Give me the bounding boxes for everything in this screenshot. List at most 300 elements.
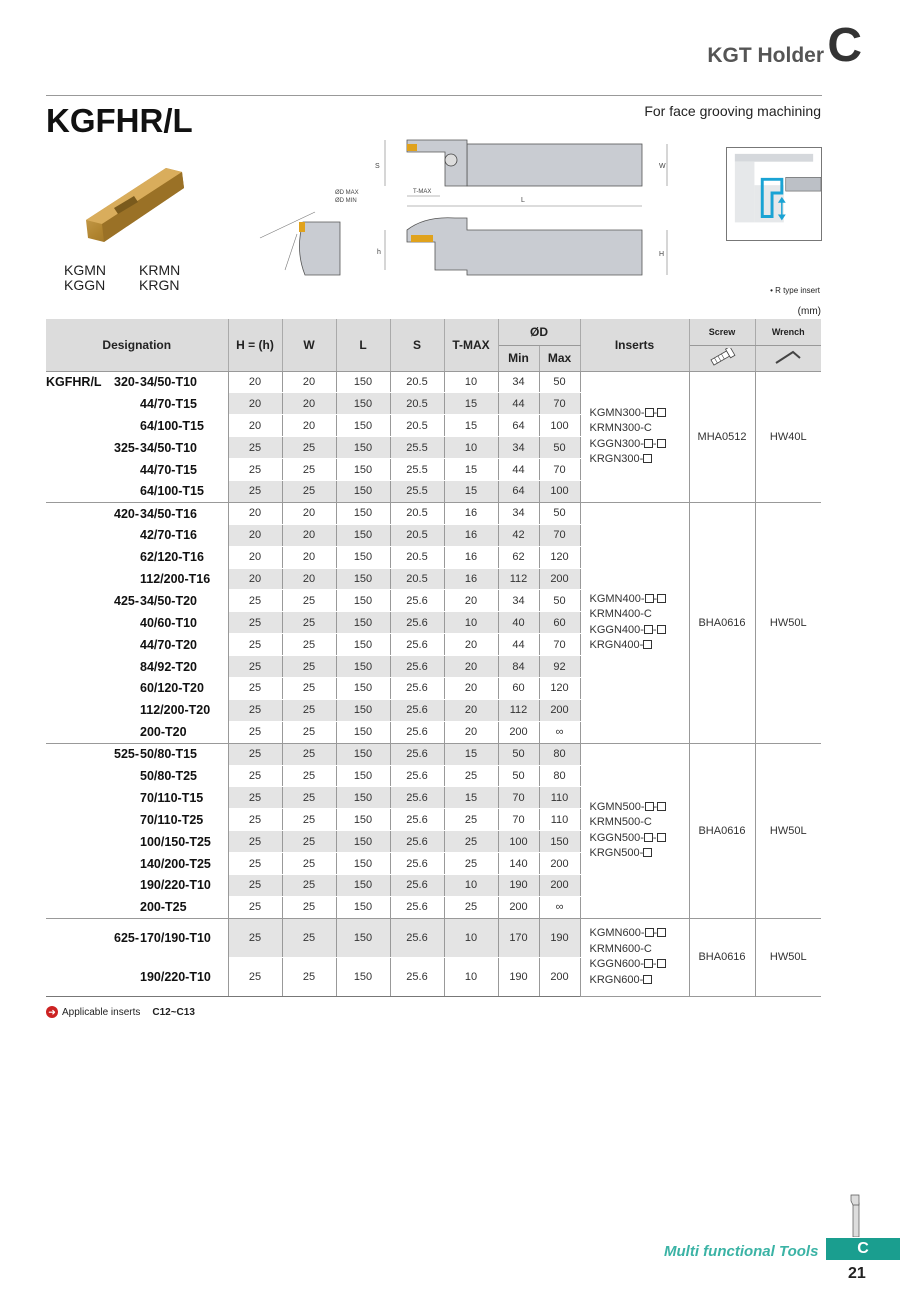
- cell-w: 25: [282, 721, 336, 743]
- cell-min: 70: [498, 809, 539, 831]
- placeholder-box-icon: [657, 833, 666, 842]
- cell-s: 25.5: [390, 480, 444, 502]
- cell-l: 150: [336, 480, 390, 502]
- cell-w: 25: [282, 590, 336, 612]
- cell-l: 150: [336, 371, 390, 393]
- cell-l: 150: [336, 415, 390, 437]
- col-od-min: Min: [498, 345, 539, 371]
- cell-w: 20: [282, 371, 336, 393]
- designation-code: 70/110-T15: [140, 790, 204, 805]
- col-h: H = (h): [228, 319, 282, 371]
- designation-cell: [46, 743, 228, 765]
- cell-h: 25: [228, 699, 282, 721]
- cell-l: 150: [336, 831, 390, 853]
- cell-max: 50: [539, 437, 580, 459]
- cell-max: 200: [539, 699, 580, 721]
- cell-l: 150: [336, 721, 390, 743]
- cell-t: 20: [444, 721, 498, 743]
- cell-s: 25.5: [390, 459, 444, 481]
- header-title: KGT Holder: [707, 44, 824, 67]
- designation-cell: [46, 459, 228, 481]
- cell-s: 25.6: [390, 634, 444, 656]
- cell-min: 44: [498, 634, 539, 656]
- label-s: S: [375, 163, 380, 170]
- cell-t: 25: [444, 853, 498, 875]
- cell-w: 25: [282, 809, 336, 831]
- cell-t: 10: [444, 918, 498, 957]
- insert-name: KRGN: [139, 277, 180, 293]
- placeholder-box-icon: [643, 454, 652, 463]
- insert-code-text: KGMN500-: [589, 800, 645, 813]
- label-l: L: [521, 197, 525, 204]
- cell-t: 16: [444, 524, 498, 546]
- cell-s: 25.6: [390, 896, 444, 918]
- cell-min: 190: [498, 957, 539, 996]
- inserts-cell: [580, 743, 689, 918]
- cell-s: 20.5: [390, 524, 444, 546]
- cell-max: 100: [539, 415, 580, 437]
- insert-code: KGGN300- -: [590, 437, 689, 453]
- cell-w: 20: [282, 502, 336, 524]
- holder-dimension-diagram: [255, 130, 675, 290]
- cell-h: 25: [228, 831, 282, 853]
- designation-cell: [46, 853, 228, 875]
- cell-min: 70: [498, 787, 539, 809]
- insert-code: KGGN600- -: [590, 957, 689, 973]
- insert-code-text: KRGN600-: [589, 973, 644, 986]
- designation-code: 44/70-T15: [140, 396, 197, 411]
- cell-l: 150: [336, 546, 390, 568]
- cell-max: 200: [539, 853, 580, 875]
- cell-max: 80: [539, 743, 580, 765]
- cell-l: 150: [336, 677, 390, 699]
- cell-t: 10: [444, 371, 498, 393]
- designation-code: 64/100-T15: [140, 484, 204, 499]
- tool-holder-icon: [846, 1193, 866, 1237]
- insert-code: [590, 846, 689, 862]
- wrench-icon: [755, 345, 821, 371]
- cell-h: 25: [228, 874, 282, 896]
- cell-l: 150: [336, 853, 390, 875]
- insert-code-text: KGGN400-: [589, 623, 644, 636]
- designation-cell: [46, 568, 228, 590]
- designation-code: 44/70-T15: [140, 462, 197, 477]
- cell-w: 25: [282, 831, 336, 853]
- label-w: W: [659, 163, 666, 170]
- cell-s: 20.5: [390, 415, 444, 437]
- designation-cell: [46, 721, 228, 743]
- designation-code: 190/220-T10: [140, 969, 211, 984]
- cell-min: 190: [498, 874, 539, 896]
- designation-code: 42/70-T16: [140, 528, 197, 543]
- insert-code: KGMN500- -: [590, 800, 689, 816]
- designation-group: 525-: [114, 747, 140, 762]
- cell-max: 200: [539, 874, 580, 896]
- cell-l: 150: [336, 568, 390, 590]
- footer-category: Multi functional Tools: [664, 1243, 819, 1260]
- cell-min: 34: [498, 437, 539, 459]
- designation-cell: [46, 480, 228, 502]
- cell-s: 25.6: [390, 809, 444, 831]
- cell-l: 150: [336, 393, 390, 415]
- cell-t: 15: [444, 393, 498, 415]
- wrench-cell: HW40L: [755, 371, 821, 502]
- cell-l: 150: [336, 896, 390, 918]
- insert-code-text: KRMN300-C: [589, 422, 652, 435]
- screw-cell: MHA0512: [689, 371, 755, 502]
- cell-h: 25: [228, 480, 282, 502]
- cell-l: 150: [336, 634, 390, 656]
- cell-min: 200: [498, 721, 539, 743]
- cell-l: 150: [336, 590, 390, 612]
- designation-cell: [46, 524, 228, 546]
- unit-label: (mm): [797, 306, 821, 317]
- screw-cell: BHA0616: [689, 918, 755, 996]
- insert-code: KGMN400- -: [590, 592, 689, 608]
- cell-min: 34: [498, 502, 539, 524]
- designation-cell: [46, 831, 228, 853]
- cell-s: 25.6: [390, 743, 444, 765]
- col-designation: Designation: [46, 319, 228, 371]
- cell-s: 25.6: [390, 874, 444, 896]
- placeholder-box-icon: [657, 928, 666, 937]
- col-s: S: [390, 319, 444, 371]
- cell-min: 44: [498, 459, 539, 481]
- cell-min: 50: [498, 743, 539, 765]
- cell-h: 25: [228, 459, 282, 481]
- cell-w: 20: [282, 415, 336, 437]
- designation-code: 70/110-T25: [140, 812, 204, 827]
- placeholder-box-icon: [645, 594, 654, 603]
- cell-w: 25: [282, 459, 336, 481]
- face-grooving-detail-diagram: [726, 147, 822, 241]
- cell-s: 20.5: [390, 546, 444, 568]
- cell-h: 25: [228, 437, 282, 459]
- label-h-small: h: [377, 249, 381, 256]
- r-type-note: • R type insert: [770, 286, 820, 295]
- cell-w: 25: [282, 957, 336, 996]
- cell-max: 70: [539, 524, 580, 546]
- cell-max: 150: [539, 831, 580, 853]
- designation-cell: [46, 918, 228, 957]
- designation-cell: [46, 634, 228, 656]
- cell-min: 34: [498, 371, 539, 393]
- cell-s: 25.6: [390, 677, 444, 699]
- product-subtitle: For face grooving machining: [644, 103, 821, 119]
- cell-max: ∞: [539, 896, 580, 918]
- cell-t: 20: [444, 656, 498, 678]
- cell-h: 25: [228, 957, 282, 996]
- cell-max: 80: [539, 765, 580, 787]
- cell-max: 60: [539, 612, 580, 634]
- table-row: [46, 743, 821, 765]
- cell-h: 20: [228, 546, 282, 568]
- cell-max: 110: [539, 787, 580, 809]
- designation-code: 40/60-T10: [140, 615, 197, 630]
- designation-group: 420-: [114, 506, 140, 521]
- cell-s: 25.5: [390, 437, 444, 459]
- placeholder-box-icon: [643, 975, 652, 984]
- insert-code-text: KGMN600-: [589, 927, 645, 940]
- cell-min: 40: [498, 612, 539, 634]
- designation-code: 100/150-T25: [140, 834, 211, 849]
- footer-section-tab[interactable]: C: [826, 1238, 900, 1260]
- placeholder-box-icon: [657, 959, 666, 968]
- table-row: [46, 918, 821, 957]
- cell-w: 25: [282, 874, 336, 896]
- cell-h: 25: [228, 853, 282, 875]
- cell-h: 25: [228, 743, 282, 765]
- cell-w: 20: [282, 524, 336, 546]
- insert-name: KRMN: [139, 262, 181, 278]
- arrow-right-icon: ➜: [46, 1006, 58, 1018]
- designation-cell: [46, 699, 228, 721]
- designation-code: 44/70-T20: [140, 637, 197, 652]
- footnote-text: Applicable inserts: [62, 1006, 141, 1018]
- insert-code: KGGN400- -: [590, 623, 689, 639]
- cell-l: 150: [336, 743, 390, 765]
- cell-t: 25: [444, 896, 498, 918]
- designation-cell: [46, 874, 228, 896]
- label-tmax: T-MAX: [413, 189, 432, 195]
- cell-h: 20: [228, 393, 282, 415]
- cell-s: 25.6: [390, 590, 444, 612]
- designation-code: 112/200-T16: [140, 571, 211, 586]
- col-screw: Screw: [689, 319, 755, 345]
- designation-cell: [46, 502, 228, 524]
- applicable-inserts-note: [46, 1006, 195, 1018]
- cell-min: 112: [498, 568, 539, 590]
- screw-icon: [689, 345, 755, 371]
- placeholder-box-icon: [645, 408, 654, 417]
- col-wrench: Wrench: [755, 319, 821, 345]
- cell-max: 50: [539, 590, 580, 612]
- cell-s: 25.6: [390, 699, 444, 721]
- cell-max: 190: [539, 918, 580, 957]
- cell-w: 25: [282, 853, 336, 875]
- designation-code: 60/120-T20: [140, 681, 204, 696]
- cell-t: 10: [444, 437, 498, 459]
- wrench-cell: HW50L: [755, 502, 821, 743]
- cell-s: 25.6: [390, 765, 444, 787]
- placeholder-box-icon: [657, 594, 666, 603]
- cell-s: 25.6: [390, 721, 444, 743]
- cell-l: 150: [336, 809, 390, 831]
- cell-min: 200: [498, 896, 539, 918]
- cell-t: 15: [444, 787, 498, 809]
- placeholder-box-icon: [657, 625, 666, 634]
- cell-t: 20: [444, 699, 498, 721]
- cell-min: 84: [498, 656, 539, 678]
- insert-type-names: [64, 263, 180, 293]
- designation-cell: [46, 371, 228, 393]
- designation-cell: [46, 546, 228, 568]
- insert-code: [590, 607, 689, 623]
- placeholder-box-icon: [645, 802, 654, 811]
- designation-cell: [46, 787, 228, 809]
- cell-max: 70: [539, 459, 580, 481]
- placeholder-box-icon: [644, 439, 653, 448]
- designation-cell: [46, 809, 228, 831]
- cell-l: 150: [336, 502, 390, 524]
- designation-cell: [46, 896, 228, 918]
- cell-t: 20: [444, 634, 498, 656]
- designation-cell: [46, 957, 228, 996]
- designation-code: 50/80-T25: [140, 768, 197, 783]
- cell-h: 25: [228, 765, 282, 787]
- cell-w: 25: [282, 743, 336, 765]
- designation-cell: [46, 590, 228, 612]
- placeholder-box-icon: [643, 848, 652, 857]
- designation-code: 190/220-T10: [140, 878, 211, 893]
- cell-h: 25: [228, 809, 282, 831]
- cell-h: 20: [228, 502, 282, 524]
- designation-cell: [46, 765, 228, 787]
- cell-h: 25: [228, 721, 282, 743]
- cell-l: 150: [336, 874, 390, 896]
- cell-h: 25: [228, 787, 282, 809]
- insert-code-text: KRMN600-C: [589, 942, 652, 955]
- insert-code-text: KGGN500-: [589, 831, 644, 844]
- inserts-cell: [580, 502, 689, 743]
- cell-min: 112: [498, 699, 539, 721]
- insert-photo-icon: [74, 158, 194, 258]
- cell-t: 16: [444, 546, 498, 568]
- inserts-cell: [580, 371, 689, 502]
- cell-l: 150: [336, 437, 390, 459]
- cell-max: 70: [539, 634, 580, 656]
- cell-w: 25: [282, 677, 336, 699]
- placeholder-box-icon: [657, 439, 666, 448]
- placeholder-box-icon: [644, 833, 653, 842]
- cell-t: 25: [444, 831, 498, 853]
- placeholder-box-icon: [644, 625, 653, 634]
- cell-t: 15: [444, 480, 498, 502]
- screw-cell: BHA0616: [689, 502, 755, 743]
- designation-code: 200-T25: [140, 900, 187, 915]
- designation-prefix: KGFHR/L: [46, 375, 102, 390]
- placeholder-box-icon: [643, 640, 652, 649]
- designation-group: 425-: [114, 593, 140, 608]
- designation-code: 50/80-T15: [140, 747, 197, 762]
- cell-w: 20: [282, 546, 336, 568]
- insert-code: [590, 973, 689, 989]
- designation-code: 34/50-T16: [140, 506, 197, 521]
- cell-max: 100: [539, 480, 580, 502]
- cell-s: 25.6: [390, 853, 444, 875]
- table-row: [46, 371, 821, 393]
- cell-min: 34: [498, 590, 539, 612]
- cell-l: 150: [336, 699, 390, 721]
- page-number: 21: [848, 1265, 866, 1282]
- cell-max: 120: [539, 546, 580, 568]
- designation-cell: [46, 415, 228, 437]
- cell-t: 15: [444, 743, 498, 765]
- cell-l: 150: [336, 765, 390, 787]
- table-row: [46, 502, 821, 524]
- insert-code-text: KRMN500-C: [589, 816, 652, 829]
- cell-w: 25: [282, 634, 336, 656]
- spec-table: [46, 319, 821, 997]
- cell-min: 50: [498, 765, 539, 787]
- col-w: W: [282, 319, 336, 371]
- cell-h: 20: [228, 568, 282, 590]
- insert-name: KGGN: [64, 277, 106, 293]
- cell-min: 64: [498, 480, 539, 502]
- placeholder-box-icon: [657, 802, 666, 811]
- cell-t: 15: [444, 415, 498, 437]
- cell-l: 150: [336, 524, 390, 546]
- cell-l: 150: [336, 612, 390, 634]
- insert-code: [590, 638, 689, 654]
- label-dmin: ØD MIN: [335, 198, 357, 204]
- designation-cell: [46, 393, 228, 415]
- insert-code: [590, 942, 689, 958]
- placeholder-box-icon: [644, 959, 653, 968]
- cell-s: 25.6: [390, 957, 444, 996]
- cell-w: 25: [282, 437, 336, 459]
- wrench-cell: HW50L: [755, 918, 821, 996]
- designation-cell: [46, 612, 228, 634]
- cell-w: 25: [282, 918, 336, 957]
- cell-s: 25.6: [390, 831, 444, 853]
- designation-cell: [46, 656, 228, 678]
- cell-s: 25.6: [390, 918, 444, 957]
- designation-group: 320-: [114, 375, 140, 390]
- cell-l: 150: [336, 918, 390, 957]
- insert-code: [590, 815, 689, 831]
- cell-w: 25: [282, 480, 336, 502]
- insert-code-text: KGMN400-: [589, 592, 645, 605]
- designation-code: 200-T20: [140, 724, 187, 739]
- cell-max: 70: [539, 393, 580, 415]
- cell-w: 25: [282, 656, 336, 678]
- cell-s: 20.5: [390, 568, 444, 590]
- designation-cell: [46, 437, 228, 459]
- col-od: ØD: [498, 319, 580, 345]
- insert-code-text: KGMN300-: [589, 406, 645, 419]
- cell-max: 92: [539, 656, 580, 678]
- cell-t: 25: [444, 765, 498, 787]
- cell-w: 20: [282, 393, 336, 415]
- cell-h: 25: [228, 656, 282, 678]
- label-dmax: ØD MAX: [335, 190, 359, 196]
- insert-code: KGMN600- -: [590, 926, 689, 942]
- cell-s: 20.5: [390, 502, 444, 524]
- designation-group: 625-: [114, 931, 140, 946]
- cell-max: 200: [539, 957, 580, 996]
- cell-h: 20: [228, 524, 282, 546]
- designation-group: 325-: [114, 440, 140, 455]
- cell-t: 10: [444, 612, 498, 634]
- insert-code-text: KGGN600-: [589, 958, 644, 971]
- cell-t: 25: [444, 809, 498, 831]
- cell-s: 25.6: [390, 787, 444, 809]
- cell-h: 20: [228, 371, 282, 393]
- designation-code: 62/120-T16: [140, 550, 204, 565]
- insert-name: KGMN: [64, 262, 106, 278]
- cell-min: 140: [498, 853, 539, 875]
- designation-code: 64/100-T15: [140, 418, 204, 433]
- insert-code: KGGN500- -: [590, 831, 689, 847]
- cell-max: 50: [539, 371, 580, 393]
- cell-w: 25: [282, 765, 336, 787]
- cell-min: 62: [498, 546, 539, 568]
- cell-t: 20: [444, 590, 498, 612]
- cell-t: 20: [444, 677, 498, 699]
- cell-min: 64: [498, 415, 539, 437]
- insert-code-text: KGGN300-: [589, 437, 644, 450]
